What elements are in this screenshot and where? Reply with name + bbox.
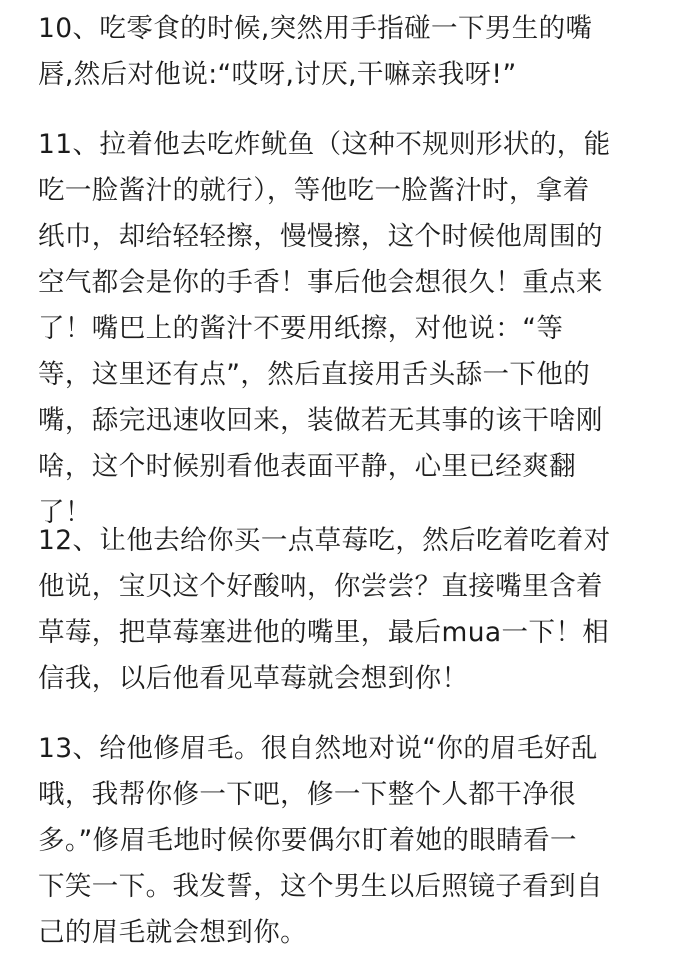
text-line: 等，这里还有点”，然后直接用舌头舔一下他的	[38, 359, 591, 390]
text-line: 他说，宝贝这个好酸呐，你尝尝？直接嘴里含着	[38, 571, 603, 602]
text-line: 吃一脸酱汁的就行），等他吃一脸酱汁时，拿着	[38, 175, 590, 206]
tip-paragraph-12	[38, 518, 658, 702]
text-line: 10、吃零食的时候,突然用手指碰一下男生的嘴	[38, 13, 593, 44]
tip-paragraph-13	[38, 726, 658, 956]
text-line: 了！	[38, 497, 92, 528]
text-line: 己的眉毛就会想到你。	[38, 917, 307, 948]
text-line: 多。”修眉毛地时候你要偶尔盯着她的眼睛看一	[38, 825, 577, 856]
text-line: 草莓，把草莓塞进他的嘴里，最后mua一下！相	[38, 617, 610, 648]
text-line: 嘴，舔完迅速收回来，装做若无其事的该干啥刚	[38, 405, 603, 436]
text-line: 哦，我帮你修一下吧，修一下整个人都干净很	[38, 779, 576, 810]
text-line: 纸巾，却给轻轻擦，慢慢擦，这个时候他周围的	[38, 221, 603, 252]
text-line: 唇,然后对他说:“哎呀,讨厌,干嘛亲我呀!”	[38, 59, 517, 90]
text-line: 信我，以后他看见草莓就会想到你！	[38, 663, 469, 694]
text-line: 12、让他去给你买一点草莓吃，然后吃着吃着对	[38, 525, 611, 556]
text-line: 空气都会是你的手香！事后他会想很久！重点来	[38, 267, 603, 298]
tip-paragraph-10	[38, 6, 658, 98]
tip-paragraph-11	[38, 122, 658, 536]
text-line: 13、给他修眉毛。很自然地对说“你的眉毛好乱	[38, 733, 598, 764]
text-line: 啥，这个时候别看他表面平静，心里已经爽翻	[38, 451, 576, 482]
text-line: 下笑一下。我发誓，这个男生以后照镜子看到自	[38, 871, 603, 902]
text-line: 11、拉着他去吃炸鱿鱼（这种不规则形状的，能	[38, 129, 611, 160]
text-line: 了！嘴巴上的酱汁不要用纸擦，对他说：“等	[38, 313, 564, 344]
